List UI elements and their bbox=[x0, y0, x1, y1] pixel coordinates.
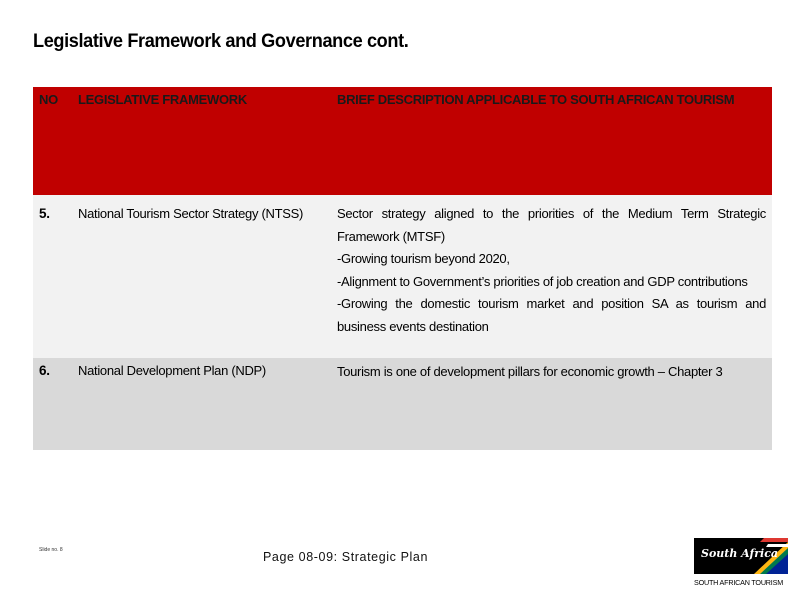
page-footer: Page 08-09: Strategic Plan bbox=[263, 550, 429, 564]
description-line: -Alignment to Government’s priorities of job creation and GDP contributions bbox=[337, 273, 748, 289]
logo-wordmark: South Africa bbox=[701, 547, 779, 560]
table-row bbox=[33, 358, 772, 450]
slide-number: Slide no. 8 bbox=[39, 547, 63, 553]
slide-title: Legislative Framework and Governance cont. bbox=[33, 30, 409, 52]
legislative-table bbox=[33, 87, 772, 450]
row-description bbox=[331, 358, 772, 450]
row-framework: National Development Plan (NDP) bbox=[78, 363, 266, 378]
header-no: NO bbox=[39, 92, 58, 107]
header-description: BRIEF DESCRIPTION APPLICABLE TO SOUTH AFRICAN TOURISM bbox=[337, 92, 735, 107]
description-line: Tourism is one of development pillars for economic growth – Chapter 3 bbox=[337, 364, 723, 379]
flag-logo-icon bbox=[694, 538, 788, 574]
table-row bbox=[33, 195, 772, 358]
header-framework: LEGISLATIVE FRAMEWORK bbox=[78, 92, 247, 107]
table-header-row bbox=[33, 87, 772, 195]
south-african-tourism-logo bbox=[694, 538, 788, 592]
row-number: 6. bbox=[39, 363, 50, 378]
description-line: -Growing tourism beyond 2020, bbox=[337, 251, 510, 266]
logo-subtitle: SOUTH AFRICAN TOURISM bbox=[694, 578, 783, 587]
description-line: Sector strategy aligned to the priorities of the Medium Term Strategic Framework (MTSF) bbox=[337, 206, 766, 244]
row-description bbox=[331, 195, 772, 358]
row-number: 5. bbox=[39, 206, 50, 221]
row-framework: National Tourism Sector Strategy (NTSS) bbox=[78, 206, 304, 221]
description-line: -Growing the domestic tourism market and position SA as tourism and business events destination bbox=[337, 296, 766, 334]
